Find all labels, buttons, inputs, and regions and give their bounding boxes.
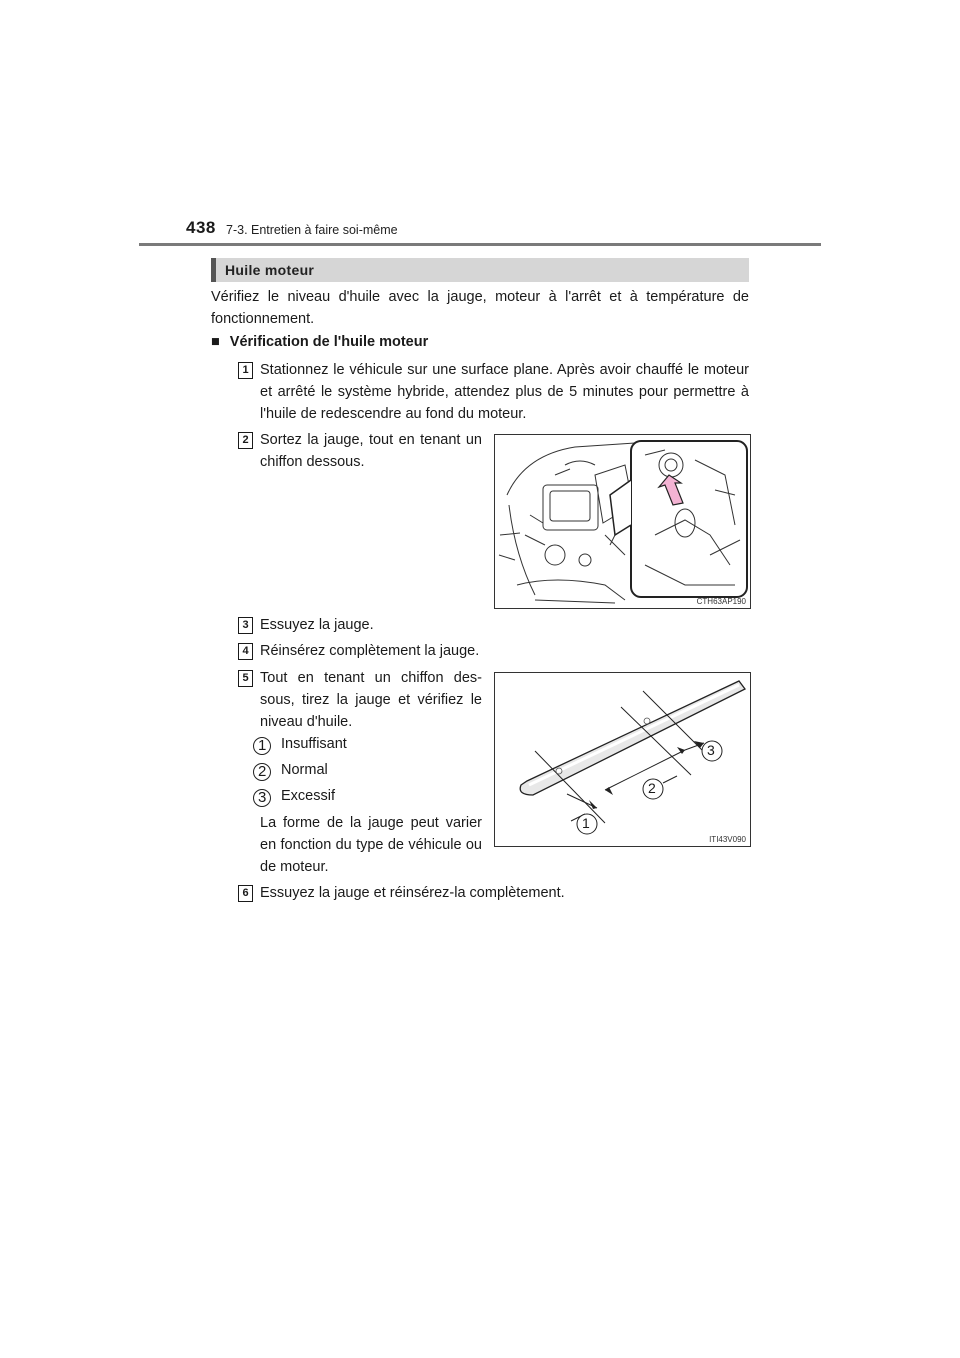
inset-callout-frame	[631, 441, 747, 597]
page-number: 438	[186, 218, 216, 237]
dipstick-figure	[494, 672, 751, 847]
header-rule	[139, 243, 821, 246]
section-heading	[211, 258, 749, 282]
chapter-title: 7-3. Entretien à faire soi-même	[226, 223, 398, 237]
engine-bay-figure	[494, 434, 751, 609]
step-number-4: 4	[238, 643, 253, 660]
level-label: Normal	[281, 762, 328, 778]
dipstick-callout-2: 2	[648, 780, 656, 796]
step-number-6: 6	[238, 885, 253, 902]
level-number: 3	[258, 789, 267, 806]
step-text-3: Essuyez la jauge.	[260, 617, 374, 633]
subsection-title: Vérification de l'huile moteur	[229, 334, 429, 350]
dipstick-illustration	[495, 673, 750, 846]
step-text-4: Réinsérez complètement la jauge.	[260, 643, 480, 659]
section-title: Huile moteur	[225, 262, 315, 278]
step-number-2: 2	[238, 432, 253, 449]
engine-bay-illustration	[495, 435, 750, 608]
bullet-square: ■	[211, 334, 220, 350]
step-number-1: 1	[238, 362, 253, 379]
level-number: 1	[258, 737, 267, 754]
step-text-5: Tout en tenant un chiffon des-sous, tirez la jauge et vérifiez le niveau d'huile.	[260, 670, 482, 730]
step-text-1: Stationnez le véhicule sur une surface plane. Après avoir chauffé le moteur et arrêté le système hybride, attendez plus de 5 minutes pour permettre à l'huile de redescendre au fond du moteur.	[260, 362, 749, 422]
step-text-2: Sortez la jauge, tout en tenant un chiffon dessous.	[260, 432, 482, 470]
intro-paragraph: Vérifiez le niveau d'huile avec la jauge, moteur à l'arrêt et à température de fonctionnement.	[211, 289, 749, 327]
subsection-heading	[211, 334, 428, 350]
step-number-5: 5	[238, 670, 253, 687]
level-number: 2	[258, 763, 267, 780]
figure-code-engine: CTH63AP190	[696, 597, 746, 606]
figure-code-dipstick: ITI43V090	[709, 835, 746, 844]
step-text-6: Essuyez la jauge et réinsérez-la complètement.	[260, 885, 565, 901]
shape-note: La forme de la jauge peut varier en fonction du type de véhicule ou de moteur.	[260, 815, 482, 875]
section-heading-bar	[211, 258, 216, 282]
level-label: Excessif	[281, 788, 335, 804]
level-label: Insuffisant	[281, 736, 347, 752]
step-number-3: 3	[238, 617, 253, 634]
dipstick-callout-3: 3	[707, 742, 715, 758]
dipstick-callout-1: 1	[582, 815, 590, 831]
